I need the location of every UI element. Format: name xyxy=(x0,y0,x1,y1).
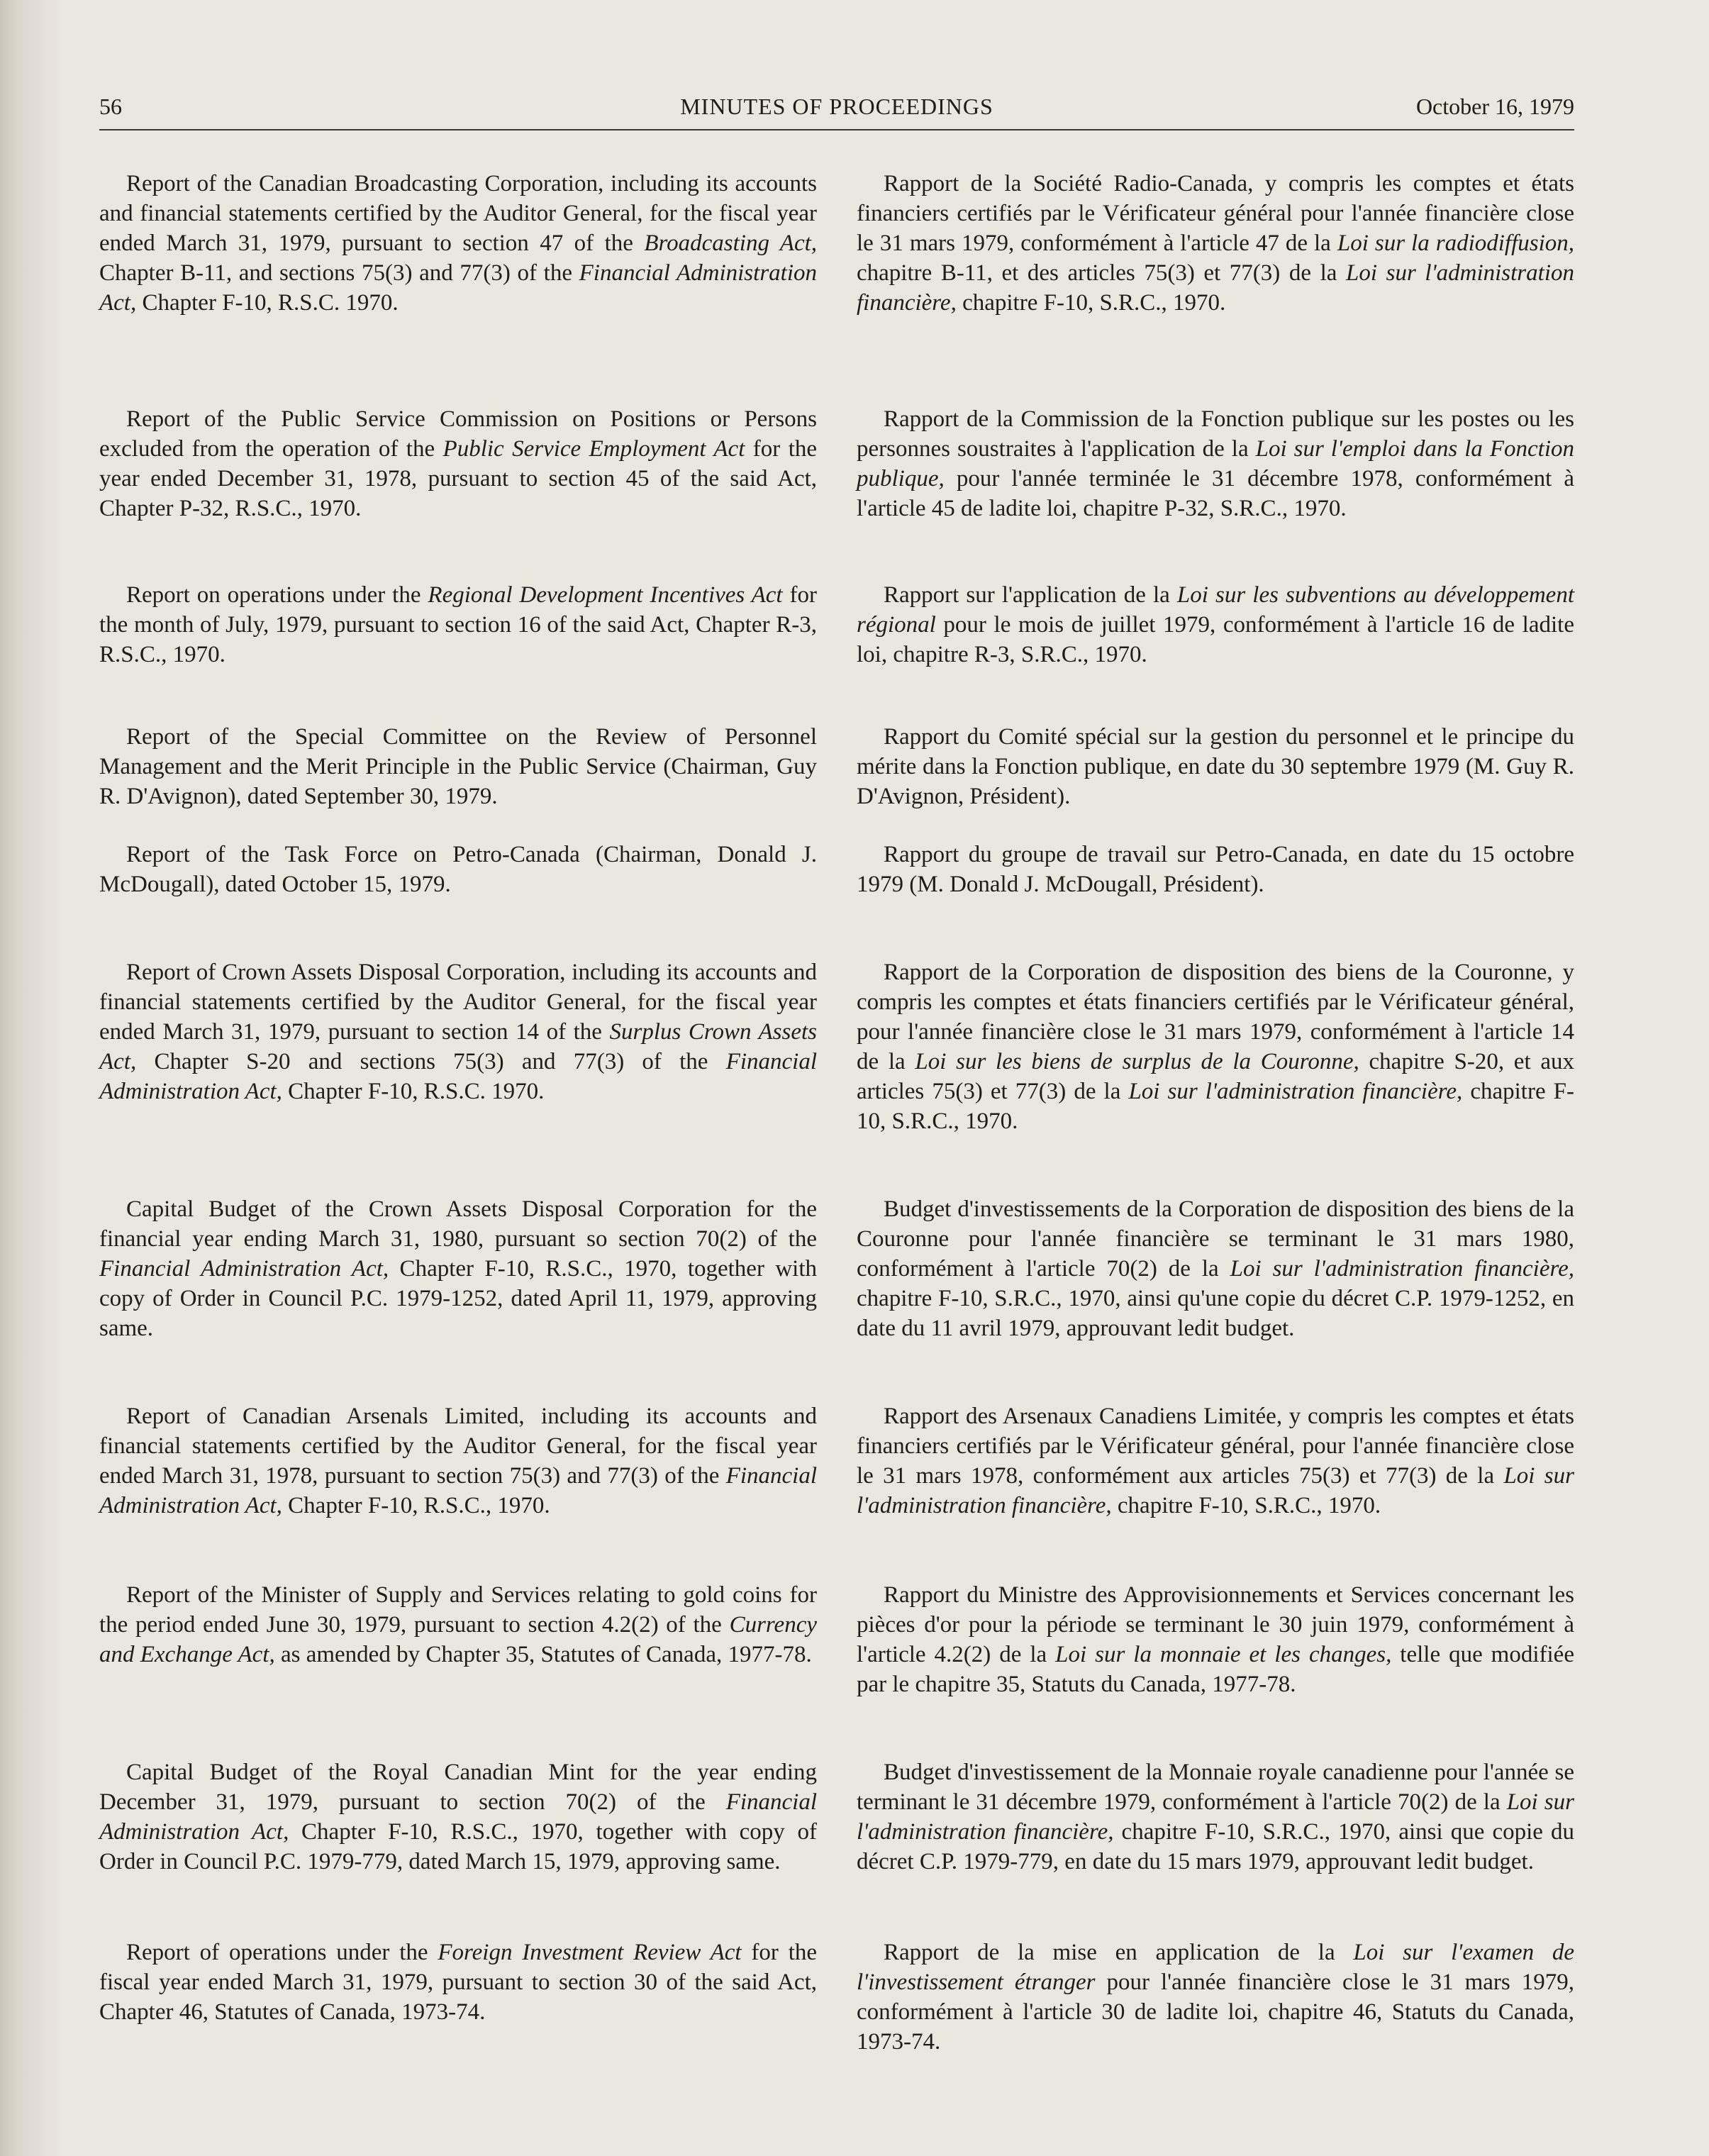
act-title: Loi sur les biens de surplus de la Couronne, xyxy=(915,1049,1359,1074)
text-run: Chapter F-10, R.S.C. 1970. xyxy=(136,290,399,316)
text-run: Report of Crown Assets Disposal Corporation, including its accounts and financial statements certified by the Auditor General, for the fiscal year ended March 31, 1979, pursuant to section 14 of the xyxy=(99,960,817,1045)
text-run: Report of the Special Committee on the Review of Personnel Management and the Merit Principle in the Public Service (Chairman, Guy R. D'Avignon), dated September 30, 1979. xyxy=(99,724,817,809)
text-run: chapitre F-10, S.R.C., 1970, ainsi que copie du décret C.P. 1979-779, en date du 15 mars 1979, approuvant ledit budget. xyxy=(857,1819,1575,1874)
french-paragraph xyxy=(857,840,1574,899)
text-run: Rapport des Arsenaux Canadiens Limitée, y compris les comptes et états financiers certifiés par le Vérificateur général, pour l'année financière close le 31 mars 1978, conformément aux articles 75(3) et 77(3) de la xyxy=(857,1404,1574,1489)
text-run: Chapter F-10, R.S.C., 1970. xyxy=(282,1493,550,1518)
french-paragraph xyxy=(857,580,1574,669)
text-run: Report of the Task Force on Petro-Canada (Chairman, Donald J. McDougall), dated October 15, 1979. xyxy=(99,842,817,897)
english-paragraph xyxy=(99,169,817,318)
act-title: Currency and Exchange Act, xyxy=(99,1612,817,1667)
text-run: for the month of July, 1979, pursuant to section 16 of the said Act, Chapter R-3, R.S.C., 1970. xyxy=(99,582,817,667)
text-run: pour l'année terminée le 31 décembre 1978, conformément à l'article 45 de ladite loi, chapitre P-32, S.R.C., 1970. xyxy=(857,466,1574,521)
act-title: Regional Development Incentives Act xyxy=(428,582,783,608)
text-run: chapitre B-11, et des articles 75(3) et 77(3) de la xyxy=(857,260,1347,286)
act-title: Loi sur l'administration financière, xyxy=(857,260,1574,316)
text-run: chapitre S-20, et aux articles 75(3) et 77(3) de la xyxy=(857,1049,1574,1104)
act-title: Surplus Crown Assets Act, xyxy=(99,1019,817,1074)
french-paragraph xyxy=(857,957,1574,1136)
text-run: Rapport de la Corporation de disposition des biens de la Couronne, y compris les comptes et états financiers certifiés par le Vérificateur général, pour l'année financière close le 31 mars 1979, conformément à l'article 14 de la xyxy=(857,960,1574,1074)
text-run: chapitre F-10, S.R.C., 1970, ainsi qu'une copie du décret C.P. 1979-1252, en date du 11 avril 1979, approuvant ledit budget. xyxy=(857,1286,1574,1341)
french-paragraph xyxy=(857,1401,1574,1521)
text-run: Chapter S-20 and sections 75(3) and 77(3) of the xyxy=(136,1049,726,1074)
french-paragraph xyxy=(857,1757,1574,1877)
running-title: MINUTES OF PROCEEDINGS xyxy=(680,94,993,119)
french-paragraph xyxy=(857,722,1574,811)
text-run: Budget d'investissements de la Corporation de disposition des biens de la Couronne pour l'année financière se terminant le 31 mars 1980, conformément à l'article 70(2) de la xyxy=(857,1196,1574,1282)
act-title: Financial Administration Act, xyxy=(99,1256,389,1282)
text-run: Capital Budget of the Crown Assets Disposal Corporation for the financial year ending March 31, 1980, pursuant so section 70(2) of the xyxy=(99,1196,817,1252)
english-paragraph xyxy=(99,1580,817,1669)
text-run: Rapport de la Société Radio-Canada, y compris les comptes et états financiers certifiés par le Vérificateur général pour l'année financière close le 31 mars 1979, conformément à l'article 47 de la xyxy=(857,171,1574,256)
text-run: telle que modifiée par le chapitre 35, Statuts du Canada, 1977-78. xyxy=(857,1642,1574,1697)
french-paragraph xyxy=(857,1194,1574,1343)
act-title: Loi sur l'administration financière, xyxy=(857,1463,1574,1518)
text-run: chapitre F-10, S.R.C., 1970. xyxy=(857,1079,1575,1134)
text-run: Report of Canadian Arsenals Limited, including its accounts and financial statements certified by the Auditor General, for the fiscal year ended March 31, 1978, pursuant to section 75(3) and 77(3) of the xyxy=(99,1404,817,1489)
page-number: 56 xyxy=(99,94,122,119)
text-run: Chapter B-11, and sections 75(3) and 77(3) of the xyxy=(99,260,579,286)
act-title: Financial Administration Act, xyxy=(99,260,817,316)
act-title: Loi sur l'administration financière, xyxy=(857,1789,1574,1845)
text-run: Rapport de la mise en application de la xyxy=(884,1940,1354,1965)
english-paragraph xyxy=(99,1401,817,1521)
act-title: Loi sur l'examen de l'investissement étranger xyxy=(857,1940,1574,1995)
english-paragraph xyxy=(99,840,817,899)
english-paragraph xyxy=(99,1938,817,2027)
text-run: chapitre F-10, S.R.C., 1970. xyxy=(956,290,1226,316)
english-paragraph xyxy=(99,1194,817,1343)
french-paragraph xyxy=(857,169,1574,318)
text-run: Report of operations under the xyxy=(126,1940,438,1965)
act-title: Loi sur la radiodiffusion, xyxy=(1337,230,1575,256)
text-run: Report on operations under the xyxy=(126,582,428,608)
french-paragraph xyxy=(857,1580,1574,1699)
text-run: chapitre F-10, S.R.C., 1970. xyxy=(1111,1493,1381,1518)
text-run: Budget d'investissement de la Monnaie royale canadienne pour l'année se terminant le 31 décembre 1979, conformément à l'article 70(2) de la xyxy=(857,1760,1574,1815)
text-run: Report of the Minister of Supply and Services relating to gold coins for the period ended June 30, 1979, pursuant to section 4.2(2) of the xyxy=(99,1582,817,1638)
text-run: Chapter F-10, R.S.C., 1970, together with copy of Order in Council P.C. 1979-1252, dated April 11, 1979, approving same. xyxy=(99,1256,818,1341)
english-paragraph xyxy=(99,957,817,1106)
text-run: Rapport du Ministre des Approvisionnements et Services concernant les pièces d'or pour la période se terminant le 30 juin 1979, conformément à l'article 4.2(2) de la xyxy=(857,1582,1574,1667)
text-run: for the year ended December 31, 1978, pursuant to section 45 of the said Act, Chapter P-32, R.S.C., 1970. xyxy=(99,436,818,521)
text-run: Report of the Public Service Commission on Positions or Persons excluded from the operation of the xyxy=(99,406,817,462)
text-run: as amended by Chapter 35, Statutes of Canada, 1977-78. xyxy=(274,1642,812,1667)
act-title: Loi sur l'administration financière, xyxy=(1128,1079,1463,1104)
text-run: pour l'année financière close le 31 mars 1979, conformément à l'article 30 de ladite loi, chapitre 46, Statuts du Canada, 1973-74. xyxy=(857,1969,1574,2055)
french-paragraph xyxy=(857,1938,1574,2057)
act-title: Loi sur l'administration financière, xyxy=(1230,1256,1575,1282)
english-paragraph xyxy=(99,404,817,523)
english-paragraph xyxy=(99,1757,817,1877)
act-title: Financial Administration Act, xyxy=(99,1789,817,1845)
text-run: Rapport sur l'application de la xyxy=(884,582,1177,608)
text-run: Rapport du groupe de travail sur Petro-Canada, en date du 15 octobre 1979 (M. Donald J. McDougall, Président). xyxy=(857,842,1574,897)
text-run: Capital Budget of the Royal Canadian Mint for the year ending December 31, 1979, pursuant to section 70(2) of the xyxy=(99,1760,817,1815)
act-title: Loi sur la monnaie et les changes, xyxy=(1055,1642,1392,1667)
act-title: Foreign Investment Review Act xyxy=(438,1940,742,1965)
header-date: October 16, 1979 xyxy=(1415,94,1574,119)
english-paragraph xyxy=(99,722,817,811)
text-run: for the fiscal year ended March 31, 1979, pursuant to section 30 of the said Act, Chapter 46, Statutes of Canada, 1973-74. xyxy=(99,1940,818,2025)
english-paragraph xyxy=(99,580,817,669)
page-binding-edge xyxy=(0,0,64,2156)
act-title: Financial Administration Act, xyxy=(99,1049,817,1104)
text-run: Rapport de la Commission de la Fonction publique sur les postes ou les personnes soustraites à l'application de la xyxy=(857,406,1574,462)
running-header xyxy=(99,92,1574,130)
text-run: Report of the Canadian Broadcasting Corporation, including its accounts and financial statements certified by the Auditor General, for the fiscal year ended March 31, 1979, pursuant to section 47 of the xyxy=(99,171,817,256)
text-run: pour le mois de juillet 1979, conformément à l'article 16 de ladite loi, chapitre R-3, S.R.C., 1970. xyxy=(857,612,1574,667)
document-page xyxy=(99,92,1574,2121)
act-title: Financial Administration Act, xyxy=(99,1463,817,1518)
french-paragraph xyxy=(857,404,1574,523)
text-run: Chapter F-10, R.S.C. 1970. xyxy=(282,1079,545,1104)
act-title: Loi sur les subventions au développement régional xyxy=(857,582,1574,638)
act-title: Loi sur l'emploi dans la Fonction publique, xyxy=(857,436,1574,491)
text-run: Rapport du Comité spécial sur la gestion du personnel et le principe du mérite dans la Fonction publique, en date du 30 septembre 1979 (M. Guy R. D'Avignon, Président). xyxy=(857,724,1574,809)
text-run: Chapter F-10, R.S.C., 1970, together with copy of Order in Council P.C. 1979-779, dated March 15, 1979, approving same. xyxy=(99,1819,817,1874)
act-title: Broadcasting Act, xyxy=(644,230,818,256)
act-title: Public Service Employment Act xyxy=(442,436,745,462)
